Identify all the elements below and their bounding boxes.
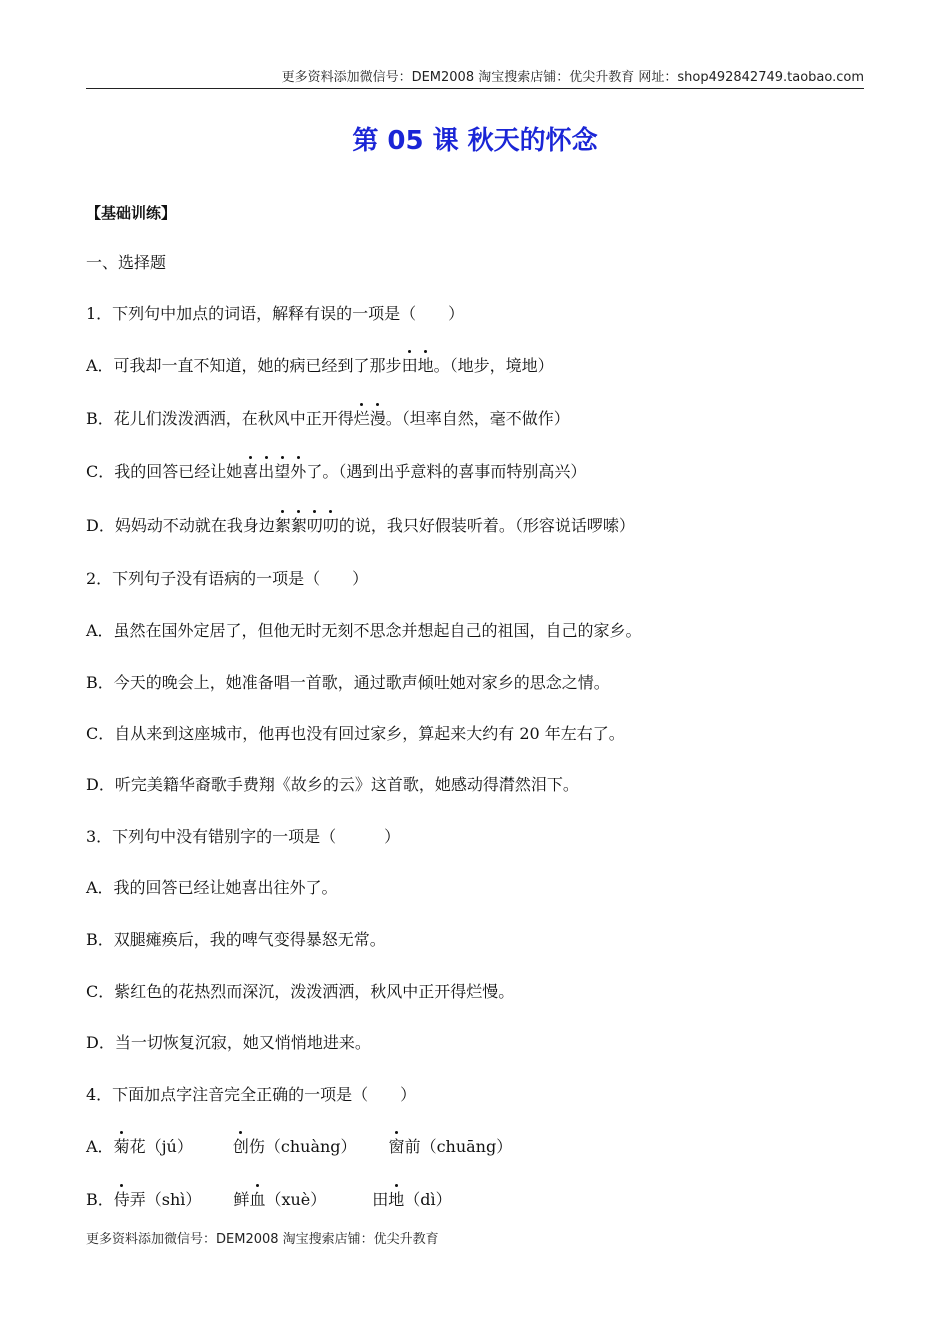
emphasis-dot-char: 出	[258, 462, 275, 481]
q1-option-b	[86, 408, 570, 430]
emphasis-dot-char: 地	[388, 1190, 405, 1209]
q4-b-item2-rest: （xuè）	[265, 1190, 327, 1209]
q3-option-b: B．双腿瘫痪后，我的啤气变得暴怒无常。	[86, 930, 386, 949]
q1-option-c	[86, 461, 586, 483]
q1-a-post: 。（地步，境地）	[433, 356, 554, 375]
q2-option-d: D．听完美籍华裔歌手费翔《故乡的云》这首歌，她感动得潸然泪下。	[86, 775, 579, 794]
q1-option-a	[86, 355, 554, 377]
emphasis-dot-char: 外	[290, 462, 307, 481]
q4-b-item2-pre: 鲜	[233, 1190, 250, 1209]
emphasis-dot-char: 叨	[306, 516, 323, 535]
q4-option-b	[86, 1189, 452, 1211]
emphasis-dot-char: 侍	[113, 1190, 130, 1209]
page-header: 更多资料添加微信号：DEM2008 淘宝搜索店铺：优尖升教育 网址：shop492842749.taobao.com	[86, 66, 864, 89]
q3-option-a: A．我的回答已经让她喜出往外了。	[86, 878, 338, 897]
emphasis-dot-char: 望	[274, 462, 291, 481]
emphasis-dot-char: 烂	[353, 409, 370, 428]
q1-b-post: 。（坦率自然，毫不做作）	[385, 409, 570, 428]
q1-option-d	[86, 515, 635, 537]
q4-a-label: A．	[86, 1137, 114, 1156]
q4-a-item1-rest: 花（jú）	[129, 1137, 193, 1156]
q2-option-c: C．自从来到这座城市，他再也没有回过家乡，算起来大约有 20 年左右了。	[86, 724, 625, 743]
part-heading: 一、选择题	[86, 253, 167, 272]
page-title: 第 05 课 秋天的怀念	[352, 126, 598, 156]
emphasis-dot-char: 漫	[369, 409, 386, 428]
q1-d-pre: D．妈妈动不动就在我身边	[86, 516, 275, 535]
q1-c-post: 了。（遇到出乎意料的喜事而特别高兴）	[306, 462, 587, 481]
q4-b-label: B．	[86, 1190, 114, 1209]
emphasis-dot-char: 菊	[113, 1137, 130, 1156]
q3-option-c: C．紫红色的花热烈而深沉，泼泼洒洒，秋风中正开得烂慢。	[86, 982, 515, 1001]
q4-a-item2-rest: 伤（chuàng）	[248, 1137, 357, 1156]
q2-option-b: B．今天的晚会上，她准备唱一首歌，通过歌声倾吐她对家乡的思念之情。	[86, 673, 610, 692]
q4-option-a	[86, 1136, 512, 1158]
page-footer: 更多资料添加微信号：DEM2008 淘宝搜索店铺：优尖升教育	[86, 1232, 439, 1247]
q2-option-a: A．虽然在国外定居了，但他无时无刻不思念并想起自己的祖国，自己的家乡。	[86, 621, 642, 640]
q4-b-item1-rest: 弄（shì）	[129, 1190, 202, 1209]
q4-a-item3-rest: 前（chuāng）	[404, 1137, 513, 1156]
section-heading: 【基础训练】	[86, 204, 177, 222]
emphasis-dot-char: 田	[401, 356, 418, 375]
q3-option-d: D．当一切恢复沉寂，她又悄悄地进来。	[86, 1033, 371, 1052]
emphasis-dot-char: 创	[232, 1137, 249, 1156]
q4-b-item3-pre: 田	[372, 1190, 389, 1209]
q1-stem: 1．下列句中加点的词语，解释有误的一项是（ ）	[86, 304, 465, 323]
q1-c-pre: C．我的回答已经让她	[86, 462, 243, 481]
emphasis-dot-char: 地	[417, 356, 434, 375]
emphasis-dot-char: 血	[249, 1190, 266, 1209]
q1-b-pre: B．花儿们泼泼洒洒，在秋风中正开得	[86, 409, 354, 428]
q3-stem: 3．下列句中没有错别字的一项是（ ）	[86, 827, 401, 846]
q1-d-post: 的说，我只好假装听着。（形容说话啰嗦）	[338, 516, 635, 535]
q2-stem: 2．下列句子没有语病的一项是（ ）	[86, 569, 369, 588]
q4-b-item3-rest: （dì）	[404, 1190, 452, 1209]
emphasis-dot-char: 窗	[388, 1137, 405, 1156]
q4-stem: 4．下面加点字注音完全正确的一项是（ ）	[86, 1085, 417, 1104]
emphasis-dot-char: 喜	[242, 462, 259, 481]
emphasis-dot-char: 叨	[322, 516, 339, 535]
emphasis-dot-char: 絮	[274, 516, 291, 535]
emphasis-dot-char: 絮	[290, 516, 307, 535]
q1-a-pre: A．可我却一直不知道，她的病已经到了那步	[86, 356, 402, 375]
